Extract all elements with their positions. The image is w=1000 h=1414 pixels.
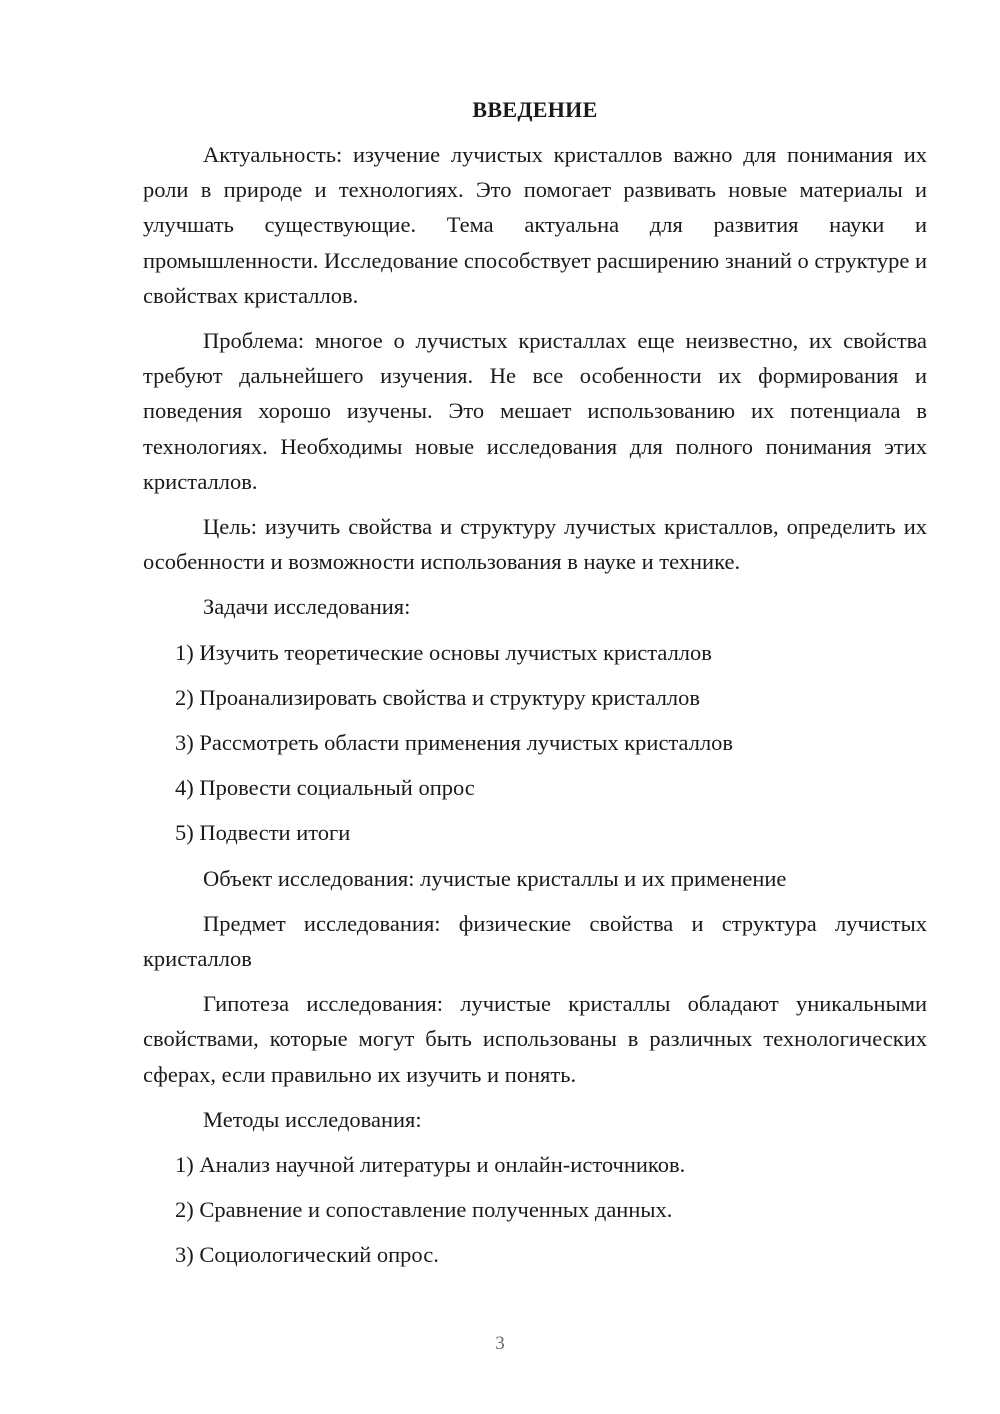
problem-paragraph: Проблема: многое о лучистых кристаллах еще неизвестно, их свойства требуют дальнейшего изучения. Не все особенности их формирования и поведения хорошо изучены. Это мешает использованию их потенциала в технологиях. Необходимы новые исследования для полного понимания этих кристаллов.: [143, 328, 927, 494]
task-item-4: 4) Провести социальный опрос: [175, 775, 475, 801]
methods-heading: Методы исследования:: [203, 1106, 422, 1132]
page-number: 3: [495, 1333, 505, 1354]
hypothesis-paragraph: Гипотеза исследования: лучистые кристаллы обладают уникальными свойствами, которые могут быть использованы в различных технологических сферах, если правильно их изучить и понять.: [143, 991, 927, 1087]
subject-paragraph: Предмет исследования: физические свойства и структура лучистых кристаллов: [143, 910, 927, 972]
document-page: [143, 90, 927, 1283]
page-title: ВВЕДЕНИЕ: [472, 97, 598, 122]
tasks-heading: Задачи исследования:: [203, 594, 411, 620]
task-item-5: 5) Подвести итоги: [175, 820, 351, 846]
task-item-1: 1) Изучить теоретические основы лучистых кристаллов: [175, 639, 712, 665]
goal-paragraph: Цель: изучить свойства и структуру лучистых кристаллов, определить их особенности и возможности использования в науке и технике.: [143, 514, 927, 575]
object-paragraph: Объект исследования: лучистые кристаллы и их применение: [203, 865, 787, 891]
method-item-2: 2) Сравнение и сопоставление полученных данных.: [175, 1197, 673, 1223]
method-item-3: 3) Социологический опрос.: [175, 1242, 439, 1268]
method-item-1: 1) Анализ научной литературы и онлайн-источников.: [175, 1152, 686, 1178]
relevance-paragraph: Актуальность: изучение лучистых кристаллов важно для понимания их роли в природе и технологиях. Это помогает развивать новые материалы и улучшать существующие. Тема актуальна для развития науки и промышленности. Исследование способствует расширению знаний о структуре и свойствах кристаллов.: [143, 142, 927, 308]
task-item-2: 2) Проанализировать свойства и структуру кристаллов: [175, 684, 701, 710]
task-item-3: 3) Рассмотреть области применения лучистых кристаллов: [175, 730, 734, 756]
